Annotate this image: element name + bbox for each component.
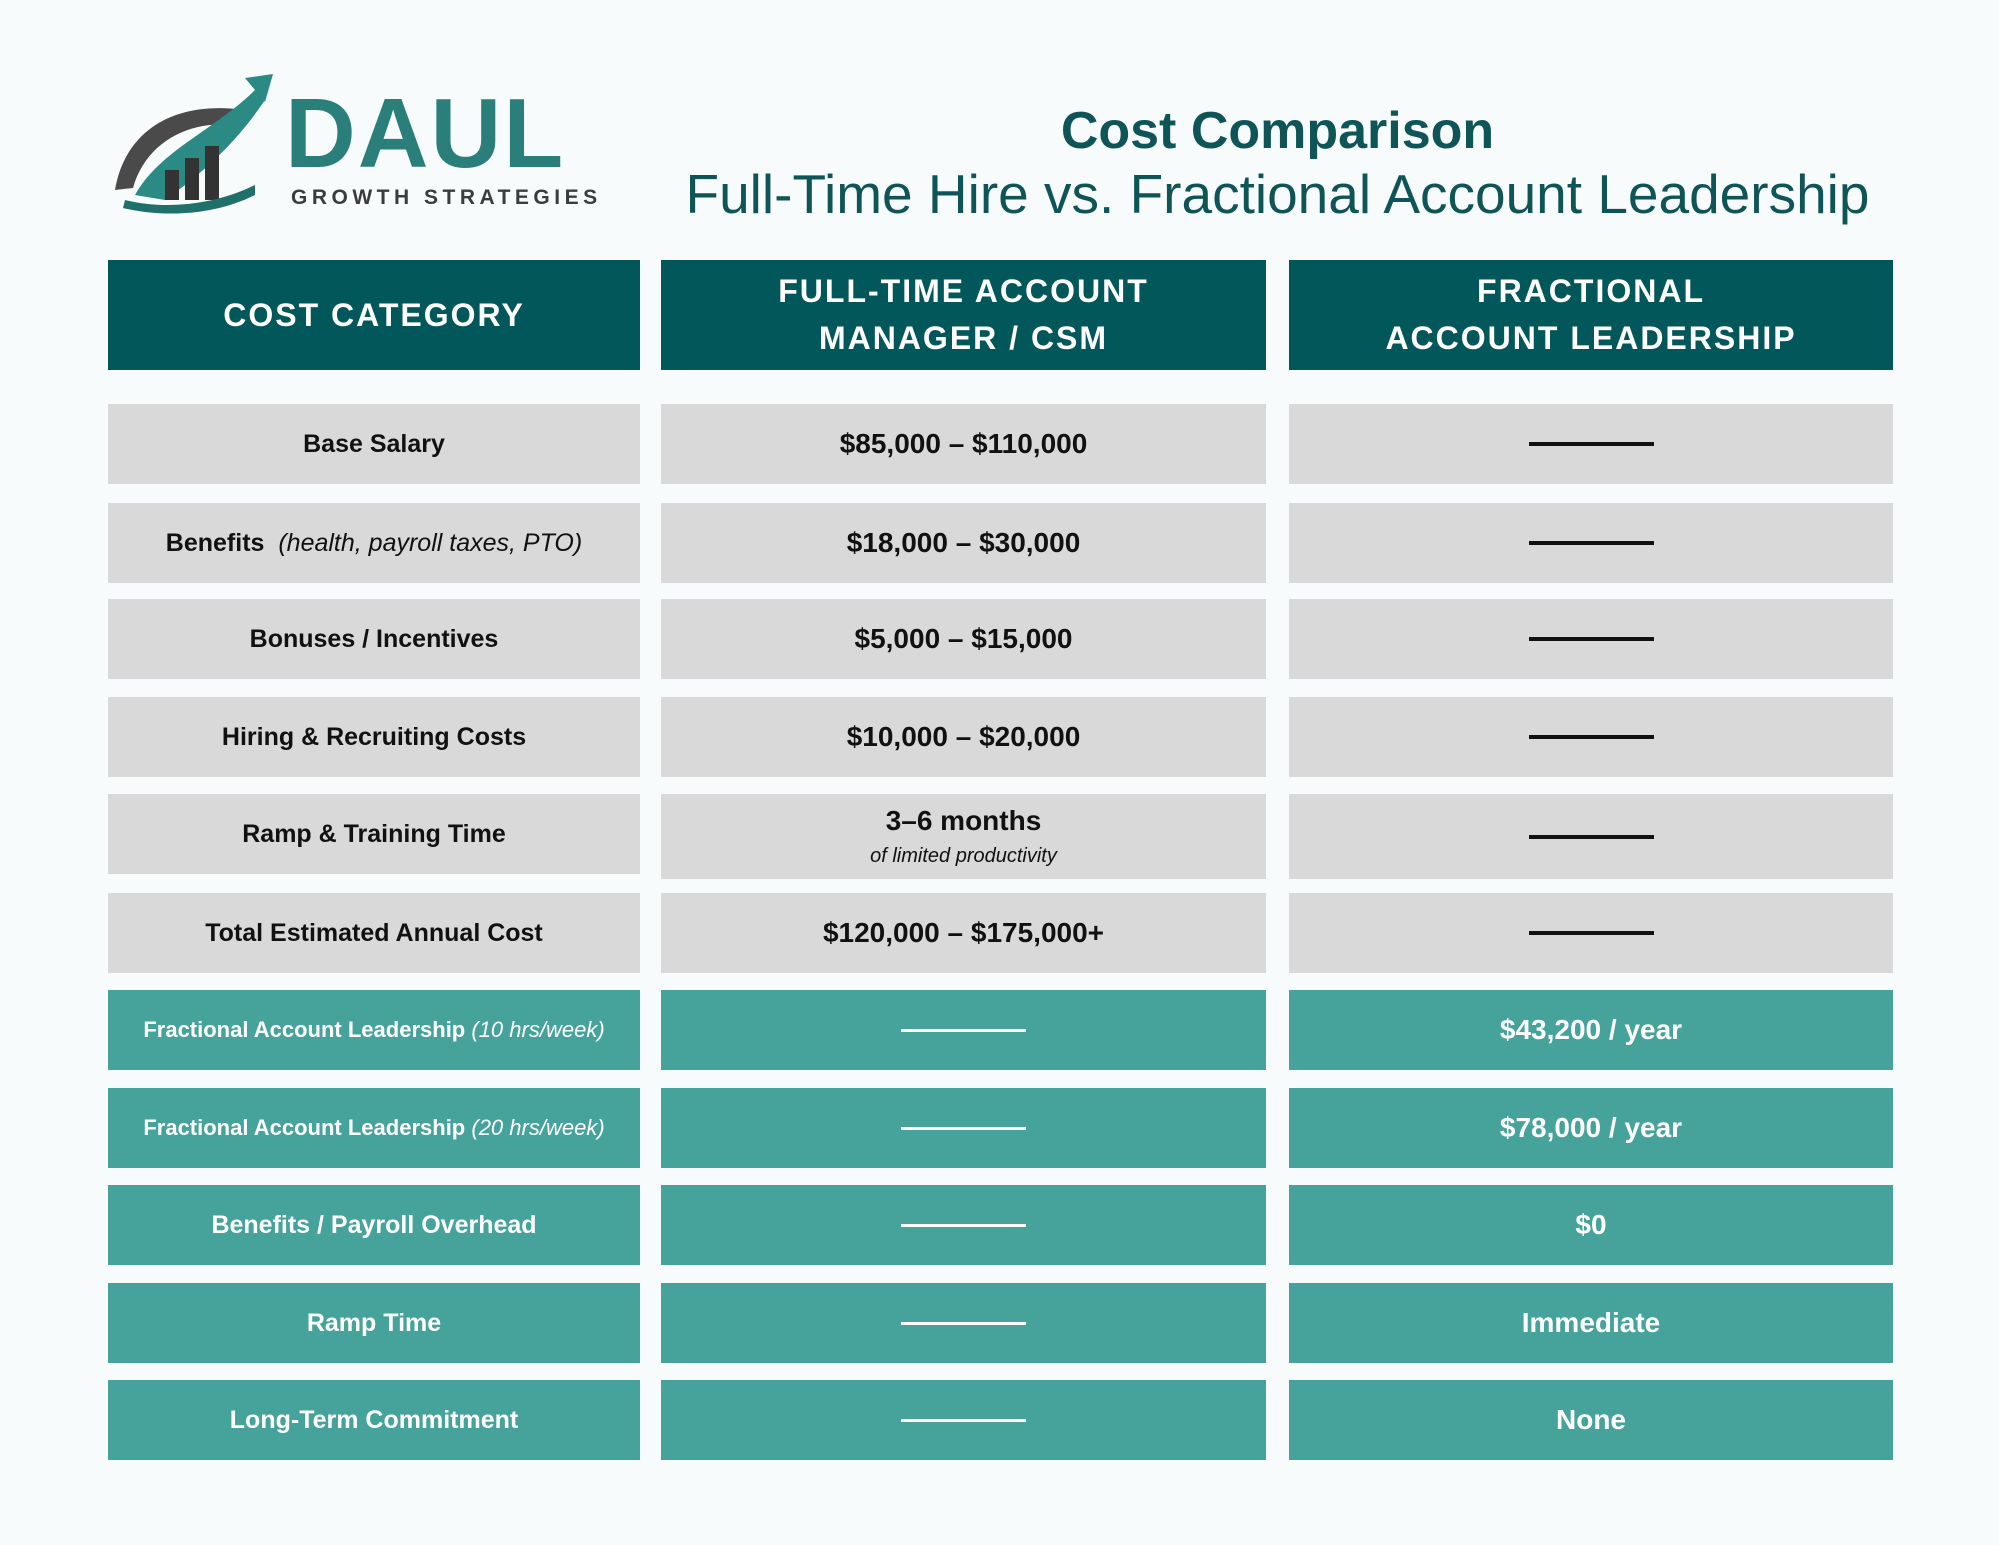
fractional-value-cell — [1289, 503, 1893, 583]
full-time-value: $18,000 – $30,000 — [846, 527, 1081, 558]
header-cost-category-label: COST CATEGORY — [223, 296, 525, 333]
table-row-category — [108, 1088, 640, 1168]
table-row-category — [108, 1283, 640, 1363]
category-label: Long-Term Commitment — [229, 1405, 519, 1434]
table-row-category — [108, 1185, 640, 1265]
fractional-value-cell — [1289, 697, 1893, 777]
category-label: Benefits (health, payroll taxes, PTO) — [165, 528, 583, 557]
dash-placeholder — [1529, 637, 1654, 641]
category-label: Ramp Time — [306, 1308, 442, 1337]
logo-wordmark: DAUL — [285, 78, 566, 188]
fractional-value-cell — [1289, 1185, 1893, 1265]
company-logo — [105, 70, 625, 220]
full-time-value-cell — [661, 1185, 1266, 1265]
full-time-value-cell — [661, 1380, 1266, 1460]
dash-placeholder — [901, 1029, 1026, 1032]
category-note: (10 hrs/week) — [471, 1017, 605, 1042]
category-label: Fractional Account Leadership (10 hrs/week) — [143, 1017, 605, 1042]
header-full-time — [661, 260, 1266, 370]
dash-placeholder — [901, 1127, 1026, 1130]
fractional-value: $43,200 / year — [1499, 1014, 1683, 1045]
category-note: (health, payroll taxes, PTO) — [278, 528, 583, 557]
dash-placeholder — [1529, 541, 1654, 545]
full-time-value: $120,000 – $175,000+ — [822, 917, 1105, 948]
full-time-value-cell — [661, 599, 1266, 679]
full-time-value: $10,000 – $20,000 — [846, 721, 1081, 752]
full-time-note: of limited productivity — [870, 845, 1057, 867]
fractional-value: Immediate — [1521, 1307, 1661, 1338]
fractional-value: $78,000 / year — [1499, 1112, 1683, 1143]
table-row-category — [108, 697, 640, 777]
dash-placeholder — [901, 1419, 1026, 1422]
fractional-value: None — [1556, 1404, 1626, 1435]
table-row-category — [108, 893, 640, 973]
fractional-value-cell — [1289, 794, 1893, 879]
header-fractional — [1289, 260, 1893, 370]
table-row-category — [108, 503, 640, 583]
table-row-category — [108, 794, 640, 874]
fractional-value-cell — [1289, 893, 1893, 973]
full-time-value: $85,000 – $110,000 — [839, 428, 1088, 459]
full-time-value-cell — [661, 1088, 1266, 1168]
full-time-value-cell — [661, 893, 1266, 973]
full-time-value-cell — [661, 990, 1266, 1070]
category-label: Bonuses / Incentives — [249, 624, 499, 653]
category-label: Base Salary — [303, 429, 445, 458]
header-full-time-line1: FULL-TIME ACCOUNT — [778, 273, 1149, 309]
fractional-value-cell — [1289, 599, 1893, 679]
table-row-category — [108, 990, 640, 1070]
header-fractional-line2: ACCOUNT LEADERSHIP — [1385, 320, 1797, 356]
table-row-category — [108, 1380, 640, 1460]
fractional-value-cell — [1289, 1380, 1893, 1460]
table-row-category — [108, 404, 640, 484]
page-title: Cost Comparison — [1060, 102, 1495, 160]
page-subtitle: Full-Time Hire vs. Fractional Account Leadership — [685, 163, 1870, 225]
dash-placeholder — [1529, 835, 1654, 839]
full-time-value-cell — [661, 1283, 1266, 1363]
header-full-time-line2: MANAGER / CSM — [818, 320, 1109, 356]
logo-arrow-icon — [105, 70, 285, 220]
full-time-value-cell — [661, 794, 1266, 879]
fractional-value-cell — [1289, 990, 1893, 1070]
full-time-value-cell — [661, 404, 1266, 484]
fractional-value-cell — [1289, 1283, 1893, 1363]
full-time-value: 3–6 months — [885, 805, 1042, 836]
logo-tagline: GROWTH STRATEGIES — [291, 186, 602, 209]
dash-placeholder — [1529, 735, 1654, 739]
fractional-value: $0 — [1575, 1209, 1607, 1240]
dash-placeholder — [901, 1322, 1026, 1325]
category-label: Benefits / Payroll Overhead — [211, 1210, 537, 1239]
full-time-value: $5,000 – $15,000 — [854, 623, 1073, 654]
category-note: (20 hrs/week) — [471, 1115, 605, 1140]
fractional-value-cell — [1289, 404, 1893, 484]
dash-placeholder — [901, 1224, 1026, 1227]
category-label: Total Estimated Annual Cost — [205, 918, 543, 947]
full-time-value-cell — [661, 503, 1266, 583]
header-cost-category — [108, 260, 640, 370]
category-label: Ramp & Training Time — [242, 819, 506, 848]
category-label: Hiring & Recruiting Costs — [221, 722, 527, 751]
header-fractional-line1: FRACTIONAL — [1477, 273, 1705, 309]
category-label: Fractional Account Leadership (20 hrs/week) — [143, 1115, 605, 1140]
fractional-value-cell — [1289, 1088, 1893, 1168]
full-time-value-cell — [661, 697, 1266, 777]
dash-placeholder — [1529, 931, 1654, 935]
table-row-category — [108, 599, 640, 679]
dash-placeholder — [1529, 442, 1654, 446]
